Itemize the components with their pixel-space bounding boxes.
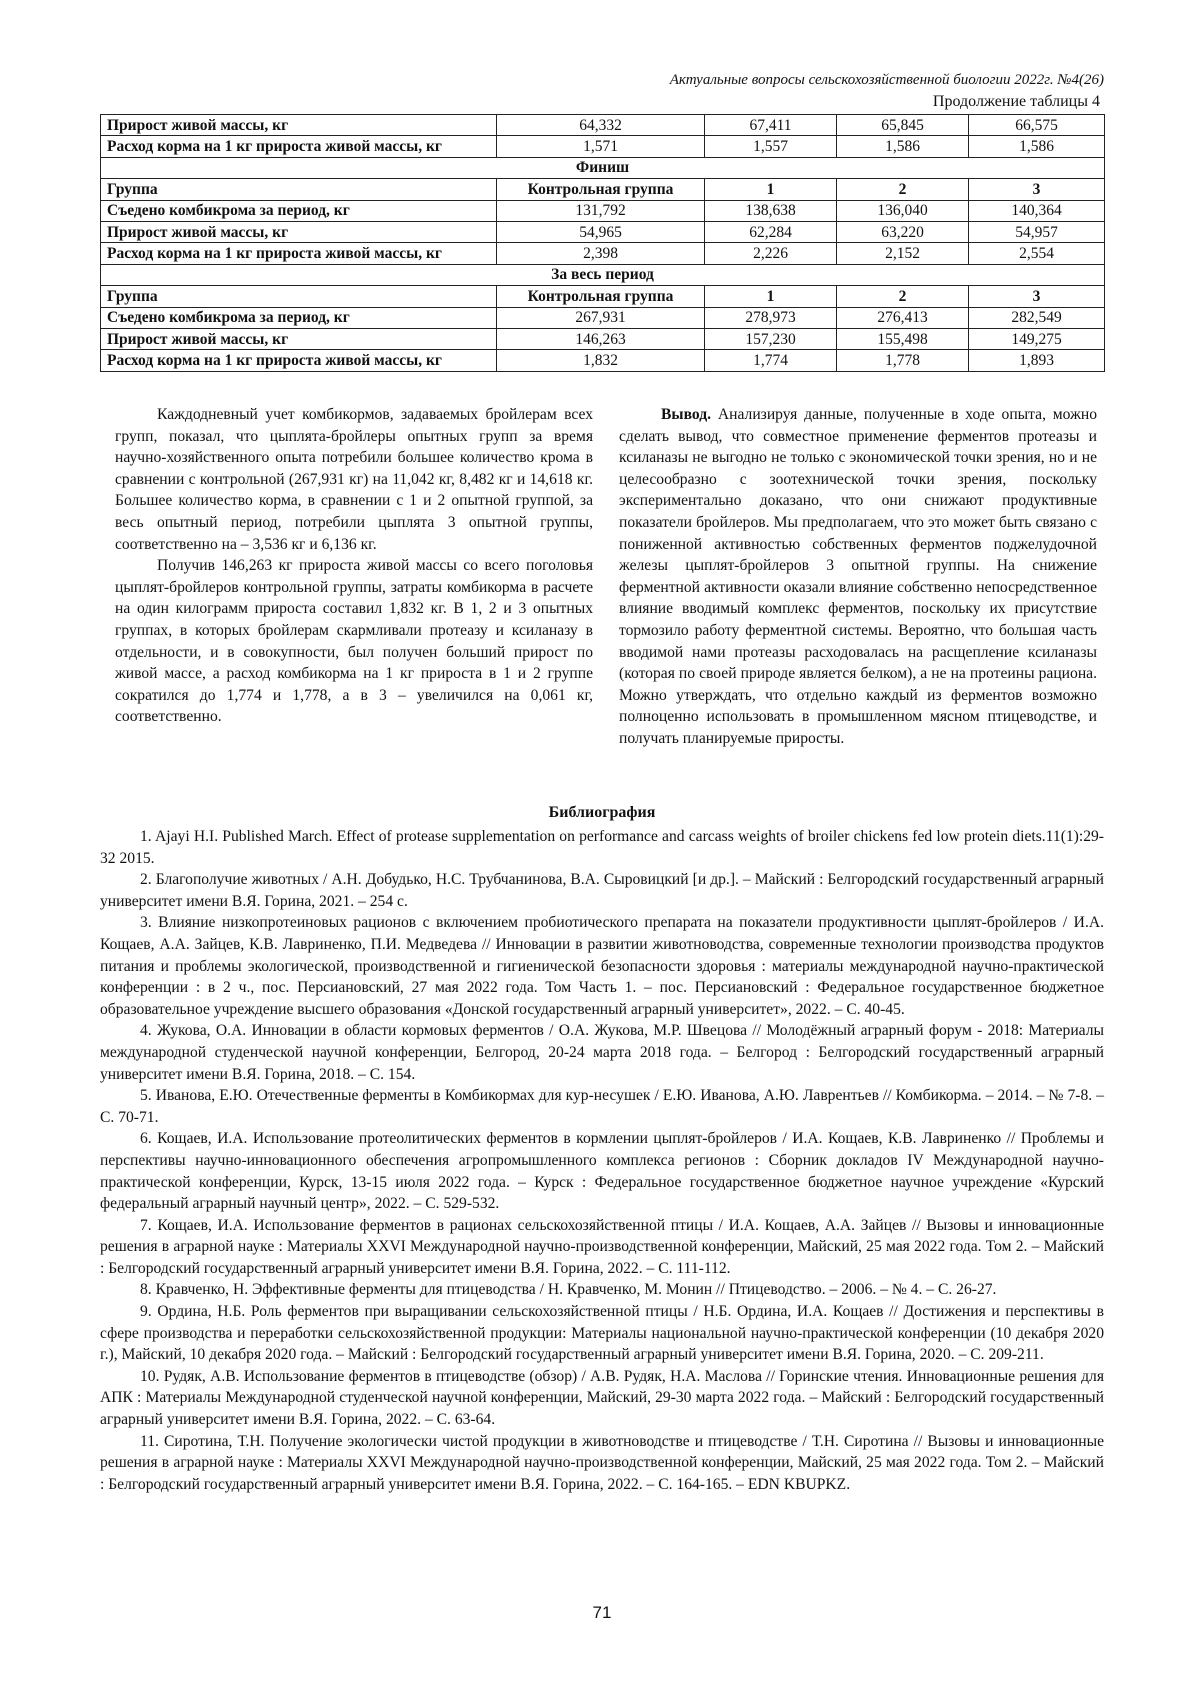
section-title: За весь период <box>101 264 1105 285</box>
cell-value: 62,284 <box>705 221 837 242</box>
bibliography-item: 5. Иванова, Е.Ю. Отечественные ферменты в Комбикормах для кур-несушек / Е.Ю. Иванова, А.Ю. Лаврентьев // Комбикорма. – 2014. – № 7-8. – С. 70-71. <box>100 1087 1104 1126</box>
table-row <box>101 350 1105 371</box>
row-label: Расход корма на 1 кг прироста живой массы, кг <box>101 243 497 264</box>
journal-header: Актуальные вопросы сельскохозяйственной биологии 2022г. №4(26) <box>669 72 1104 88</box>
cell-value: 65,845 <box>837 115 969 136</box>
column-header: Группа <box>101 286 497 307</box>
table-header-row <box>101 179 1105 200</box>
table-continuation-label: Продолжение таблицы 4 <box>932 93 1100 110</box>
row-label: Расход корма на 1 кг прироста живой массы, кг <box>101 136 497 157</box>
cell-value: 131,792 <box>497 200 705 221</box>
cell-value: 278,973 <box>705 307 837 328</box>
column-header: 1 <box>705 179 837 200</box>
cell-value: 1,571 <box>497 136 705 157</box>
cell-value: 2,554 <box>969 243 1105 264</box>
column-header: 2 <box>837 286 969 307</box>
column-header: 3 <box>969 179 1105 200</box>
cell-value: 149,275 <box>969 328 1105 349</box>
cell-value: 63,220 <box>837 221 969 242</box>
cell-value: 1,832 <box>497 350 705 371</box>
table-row <box>101 307 1105 328</box>
section-row-finish <box>101 157 1105 178</box>
cell-value: 54,957 <box>969 221 1105 242</box>
column-header: 2 <box>837 179 969 200</box>
conclusion-paragraph <box>619 404 1097 750</box>
conclusion-text: Анализируя данные, полученные в ходе опыта, можно сделать вывод, что совместное применение ферментов протеазы и ксиланазы не выгодно не только с экономической точки зрения, но и не целесообразно с зоотехнической точки зрения, поскольку экспериментально доказано, что они снижают продуктивные показатели бройлеров. Мы предполагаем, что это может быть связано с пониженной активностью собственных ферментов поджелудочной железы цыплят-бройлеров 3 опытной группы. На снижение ферментной активности оказали влияние собственно непосредственное влияние вводимый комплекс ферментов, поскольку их присутствие тормозило работу ферментной системы. Вероятно, что большая часть вводимой нами протеазы расходовалась на расщепление ксиланазы (которая по своей природе является белком), а не на протеины рациона. Можно утверждать, что отдельно каждый из ферментов возможно полноценно использовать в промышленном мясном птицеводстве, и получать планируемые приросты. <box>619 406 1097 747</box>
cell-value: 1,893 <box>969 350 1105 371</box>
table-row <box>101 328 1105 349</box>
cell-value: 67,411 <box>705 115 837 136</box>
bibliography-title: Библиография <box>548 804 656 821</box>
cell-value: 66,575 <box>969 115 1105 136</box>
bibliography-item: 11. Сиротина, Т.Н. Получение экологически чистой продукции в животноводстве и птицеводстве / Т.Н. Сиротина // Вызовы и инновационные решения в аграрной науке : Материалы XXVI Международной научно-производственной конференции, Майский, 25 мая 2022 года. Том 2. – Майский : Белгородский государственный аграрный университет имени В.Я. Горина, 2022. – С. 164-165. – EDN KBUPKZ. <box>100 1432 1104 1493</box>
bibliography-list <box>100 826 1104 1495</box>
table-row <box>101 200 1105 221</box>
row-label: Прирост живой массы, кг <box>101 328 497 349</box>
column-header: Группа <box>101 179 497 200</box>
row-label: Съедено комбикрома за период, кг <box>101 200 497 221</box>
bibliography-item: 9. Ордина, Н.Б. Роль ферментов при выращивании сельскохозяйственной птицы / Н.Б. Ордина, И.А. Кощаев // Достижения и перспективы в сфере производства и переработки сельскохозяйственной продукции: Материалы национальной научно-практической конференции (10 декабря 2020 г.), Майский, 10 декабря 2020 года. – Майский : Белгородский государственный аграрный университет имени В.Я. Горина, 2020. – С. 209-211. <box>100 1303 1104 1364</box>
cell-value: 54,965 <box>497 221 705 242</box>
cell-value: 138,638 <box>705 200 837 221</box>
cell-value: 136,040 <box>837 200 969 221</box>
cell-value: 157,230 <box>705 328 837 349</box>
table-row <box>101 115 1105 136</box>
table-row <box>101 136 1105 157</box>
bibliography-item: 10. Рудяк, А.В. Использование ферментов в птицеводстве (обзор) / А.В. Рудяк, Н.А. Маслова // Горинские чтения. Инновационные решения для АПК : Материалы Международной студенческой научной конференции, Майский, 29-30 марта 2022 года. – Майский : Белгородский государственный аграрный университет имени В.Я. Горина, 2022. – С. 63-64. <box>100 1367 1104 1429</box>
cell-value: 2,152 <box>837 243 969 264</box>
bibliography-item: 2. Благополучие животных / А.Н. Добудько, Н.С. Трубчанинова, В.А. Сыровицкий [и др.]. – Майский : Белгородский государственный аграрный университет имени В.Я. Горина, 2021. – 254 с. <box>100 871 1104 910</box>
paragraph: Каждодневный учет комбикормов, задаваемых бройлерам всех групп, показал, что цыплята-бройлеры опытных групп за время научно-хозяйственного опыта потребили большее количество крома в сравнении с контрольной (267,931 кг) на 11,042 кг, 8,482 кг и 14,618 кг. Большее количество корма, в сравнении с 1 и 2 опытной группой, за весь опытный период, потребили цыплята 3 опытной группы, соответственно на – 3,536 кг и 6,136 кг. <box>115 406 593 553</box>
table-header-row <box>101 286 1105 307</box>
left-column <box>115 404 593 728</box>
cell-value: 1,586 <box>837 136 969 157</box>
bibliography-item: 3. Влияние низкопротеиновых рационов с включением пробиотического препарата на показатели продуктивности цыплят-бройлеров / И.А. Кощаев, А.А. Зайцев, К.В. Лавриненко, П.И. Медведева // Инновации в развитии животноводства, современные технологии производства продуктов питания и проблемы экологической, производственной и гигиенической безопасности здоровья : материалы международной научно-практической конференции : в 2 ч., пос. Персиановский, 27 мая 2022 года. Том Часть 1. – пос. Персиановский : Федеральное государственное бюджетное образовательное учреждение высшего образования «Донской государственный аграрный университет», 2022. – С. 40-45. <box>100 914 1104 1018</box>
cell-value: 1,557 <box>705 136 837 157</box>
cell-value: 2,226 <box>705 243 837 264</box>
bibliography-item: 8. Кравченко, Н. Эффективные ферменты для птицеводства / Н. Кравченко, М. Монин // Птицеводство. – 2006. – № 4. – С. 26-27. <box>140 1281 997 1299</box>
results-table <box>100 114 1105 372</box>
cell-value: 140,364 <box>969 200 1105 221</box>
cell-value: 1,774 <box>705 350 837 371</box>
cell-value: 282,549 <box>969 307 1105 328</box>
right-column <box>619 404 1097 750</box>
column-header: Контрольная группа <box>497 179 705 200</box>
cell-value: 64,332 <box>497 115 705 136</box>
table-row <box>101 221 1105 242</box>
bibliography-item: 6. Кощаев, И.А. Использование протеолитических ферментов в кормлении цыплят-бройлеров / И.А. Кощаев, К.В. Лавриненко // Проблемы и перспективы научно-инновационного обеспечения агропромышленного комплекса регионов : Сборник докладов IV Международной научно-практической конференции, Курск, 13-15 июля 2022 года. – Курск : Федеральное государственное бюджетное научное учреждение «Курский федеральный аграрный научный центр», 2022. – С. 529-532. <box>100 1130 1104 1213</box>
row-label: Прирост живой массы, кг <box>101 115 497 136</box>
column-header: Контрольная группа <box>497 286 705 307</box>
bibliography-item: 1. Ajayi H.I. Published March. Effect of protease supplementation on performance and carcass weights of broiler chickens fed low protein diets.11(1):29-32 2015. <box>100 828 1104 867</box>
cell-value: 276,413 <box>837 307 969 328</box>
cell-value: 146,263 <box>497 328 705 349</box>
conclusion-lead: Вывод. <box>661 406 712 423</box>
cell-value: 155,498 <box>837 328 969 349</box>
row-label: Расход корма на 1 кг прироста живой массы, кг <box>101 350 497 371</box>
column-header: 1 <box>705 286 837 307</box>
section-title: Финиш <box>101 157 1105 178</box>
cell-value: 1,778 <box>837 350 969 371</box>
row-label: Съедено комбикрома за период, кг <box>101 307 497 328</box>
paragraph: Получив 146,263 кг прироста живой массы со всего поголовья цыплят-бройлеров контрольной группы, затраты комбикорма в расчете на один килограмм прироста составил 1,832 кг. В 1, 2 и 3 опытных группах, в которых бройлерам скармливали протеазу и ксиланазу в отдельности, и в совокупности, был получен больший прирост по живой массе, а расход комбикорма на 1 кг прироста в 1 и 2 группе сократился до 1,774 и 1,778, а в 3 – увеличился на 0,061 кг, соответственно. <box>115 557 593 726</box>
bibliography-item: 4. Жукова, О.А. Инновации в области кормовых ферментов / О.А. Жукова, М.Р. Швецова // Молодёжный аграрный форум - 2018: Материалы международной студенческой научной конференции, Белгород, 20-24 марта 2018 года. – Белгород : Белгородский государственный аграрный университет имени В.Я. Горина, 2018. – С. 154. <box>100 1022 1104 1083</box>
cell-value: 267,931 <box>497 307 705 328</box>
section-row-whole-period <box>101 264 1105 285</box>
bibliography-item: 7. Кощаев, И.А. Использование ферментов в рационах сельскохозяйственной птицы / И.А. Кощаев, А.А. Зайцев // Вызовы и инновационные решения в аграрной науке : Материалы XXVI Международной научно-производственной конференции, Майский, 25 мая 2022 года. Том 2. – Майский : Белгородский государственный аграрный университет имени В.Я. Горина, 2022. – С. 111-112. <box>100 1216 1104 1277</box>
cell-value: 1,586 <box>969 136 1105 157</box>
page-number: 71 <box>592 1603 612 1622</box>
column-header: 3 <box>969 286 1105 307</box>
table-row <box>101 243 1105 264</box>
cell-value: 2,398 <box>497 243 705 264</box>
row-label: Прирост живой массы, кг <box>101 221 497 242</box>
